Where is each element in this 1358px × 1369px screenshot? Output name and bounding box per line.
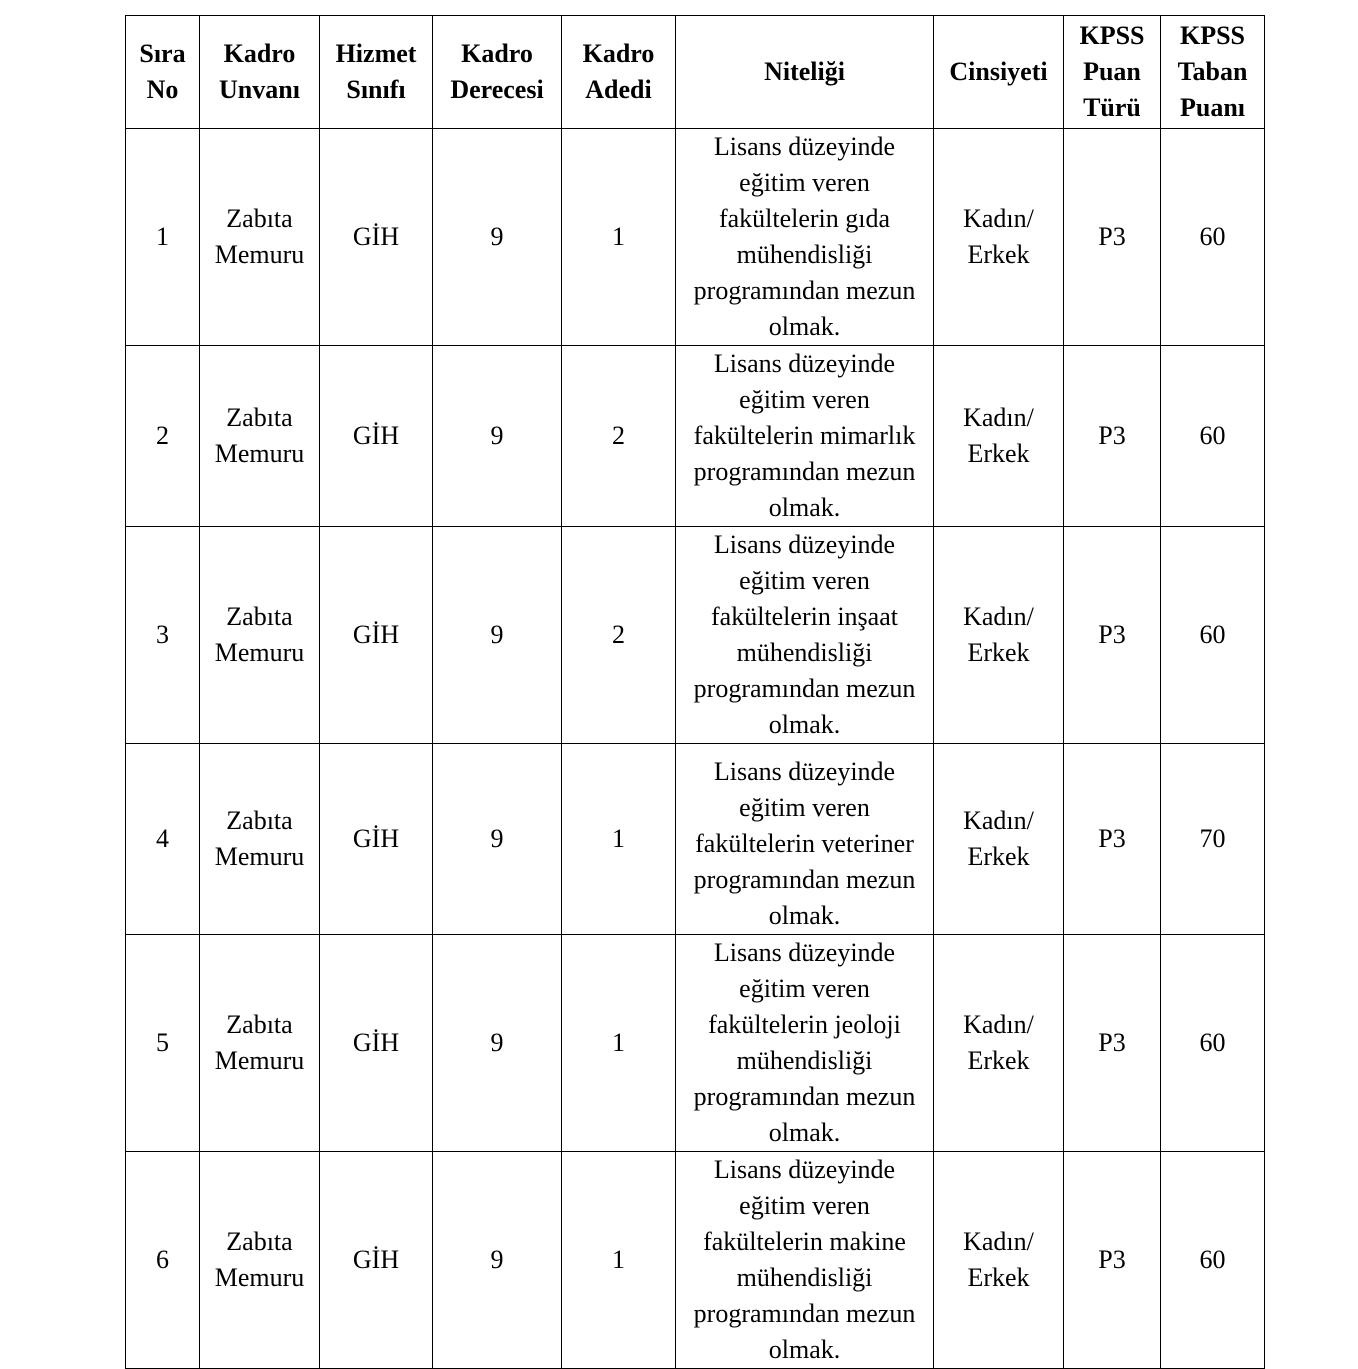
cell-niteligi: Lisans düzeyinde eğitim veren fakültelerin jeoloji mühendisliği programından mezun olmak. — [676, 935, 934, 1152]
header-kadro-unvani: Kadro Unvanı — [200, 16, 320, 129]
cell-kadro-derecesi: 9 — [433, 527, 562, 744]
cell-kadro-derecesi: 9 — [433, 346, 562, 527]
cell-kadro-unvani: Zabıta Memuru — [200, 1152, 320, 1369]
cell-kadro-derecesi: 9 — [433, 129, 562, 346]
cell-cinsiyeti: Kadın/ Erkek — [934, 346, 1064, 527]
table-row — [126, 744, 1265, 935]
table-row — [126, 935, 1265, 1152]
cell-kadro-unvani: Zabıta Memuru — [200, 935, 320, 1152]
cell-kpss-puan-turu: P3 — [1064, 346, 1161, 527]
cell-sira-no: 2 — [126, 346, 200, 527]
header-kpss-taban-puani: KPSS Taban Puanı — [1161, 16, 1265, 129]
header-sira-no: Sıra No — [126, 16, 200, 129]
cell-sira-no: 6 — [126, 1152, 200, 1369]
table-row — [126, 129, 1265, 346]
cell-hizmet-sinifi: GİH — [320, 935, 433, 1152]
header-row — [126, 16, 1265, 129]
cell-kadro-unvani: Zabıta Memuru — [200, 744, 320, 935]
cell-sira-no: 5 — [126, 935, 200, 1152]
cell-kpss-taban-puani: 60 — [1161, 346, 1265, 527]
cell-kadro-adedi: 2 — [562, 527, 676, 744]
cell-cinsiyeti: Kadın/ Erkek — [934, 1152, 1064, 1369]
cell-hizmet-sinifi: GİH — [320, 744, 433, 935]
cell-kpss-taban-puani: 60 — [1161, 935, 1265, 1152]
cell-kpss-taban-puani: 60 — [1161, 527, 1265, 744]
header-hizmet-sinifi: Hizmet Sınıfı — [320, 16, 433, 129]
cell-kpss-taban-puani: 70 — [1161, 744, 1265, 935]
cell-kpss-puan-turu: P3 — [1064, 129, 1161, 346]
cell-kpss-taban-puani: 60 — [1161, 129, 1265, 346]
cell-kadro-unvani: Zabıta Memuru — [200, 527, 320, 744]
cell-hizmet-sinifi: GİH — [320, 1152, 433, 1369]
cell-cinsiyeti: Kadın/ Erkek — [934, 129, 1064, 346]
cadre-table — [125, 15, 1265, 1369]
table-row — [126, 346, 1265, 527]
cell-kadro-adedi: 1 — [562, 744, 676, 935]
cell-hizmet-sinifi: GİH — [320, 129, 433, 346]
cell-kadro-derecesi: 9 — [433, 935, 562, 1152]
cell-kpss-puan-turu: P3 — [1064, 1152, 1161, 1369]
cell-kadro-derecesi: 9 — [433, 1152, 562, 1369]
cell-kadro-derecesi: 9 — [433, 744, 562, 935]
cell-cinsiyeti: Kadın/ Erkek — [934, 935, 1064, 1152]
header-kadro-adedi: Kadro Adedi — [562, 16, 676, 129]
cell-sira-no: 4 — [126, 744, 200, 935]
cell-sira-no: 1 — [126, 129, 200, 346]
cell-kpss-puan-turu: P3 — [1064, 744, 1161, 935]
header-niteligi: Niteliği — [676, 16, 934, 129]
cell-niteligi: Lisans düzeyinde eğitim veren fakültelerin inşaat mühendisliği programından mezun olmak. — [676, 527, 934, 744]
table-row — [126, 527, 1265, 744]
cell-sira-no: 3 — [126, 527, 200, 744]
cell-niteligi: Lisans düzeyinde eğitim veren fakültelerin makine mühendisliği programından mezun olmak. — [676, 1152, 934, 1369]
table-row — [126, 1152, 1265, 1369]
header-kpss-puan-turu: KPSS Puan Türü — [1064, 16, 1161, 129]
cell-cinsiyeti: Kadın/ Erkek — [934, 527, 1064, 744]
cell-kadro-unvani: Zabıta Memuru — [200, 129, 320, 346]
header-cinsiyeti: Cinsiyeti — [934, 16, 1064, 129]
cell-kpss-puan-turu: P3 — [1064, 935, 1161, 1152]
cell-niteligi: Lisans düzeyinde eğitim veren fakültelerin gıda mühendisliği programından mezun olmak. — [676, 129, 934, 346]
cell-niteligi: Lisans düzeyinde eğitim veren fakültelerin veteriner programından mezun olmak. — [676, 744, 934, 935]
cell-kadro-adedi: 1 — [562, 129, 676, 346]
cell-kpss-taban-puani: 60 — [1161, 1152, 1265, 1369]
cell-kadro-adedi: 2 — [562, 346, 676, 527]
cell-kadro-adedi: 1 — [562, 935, 676, 1152]
cell-kpss-puan-turu: P3 — [1064, 527, 1161, 744]
cell-cinsiyeti: Kadın/ Erkek — [934, 744, 1064, 935]
cell-kadro-adedi: 1 — [562, 1152, 676, 1369]
cell-hizmet-sinifi: GİH — [320, 346, 433, 527]
cell-hizmet-sinifi: GİH — [320, 527, 433, 744]
header-kadro-derecesi: Kadro Derecesi — [433, 16, 562, 129]
cell-kadro-unvani: Zabıta Memuru — [200, 346, 320, 527]
cell-niteligi: Lisans düzeyinde eğitim veren fakültelerin mimarlık programından mezun olmak. — [676, 346, 934, 527]
